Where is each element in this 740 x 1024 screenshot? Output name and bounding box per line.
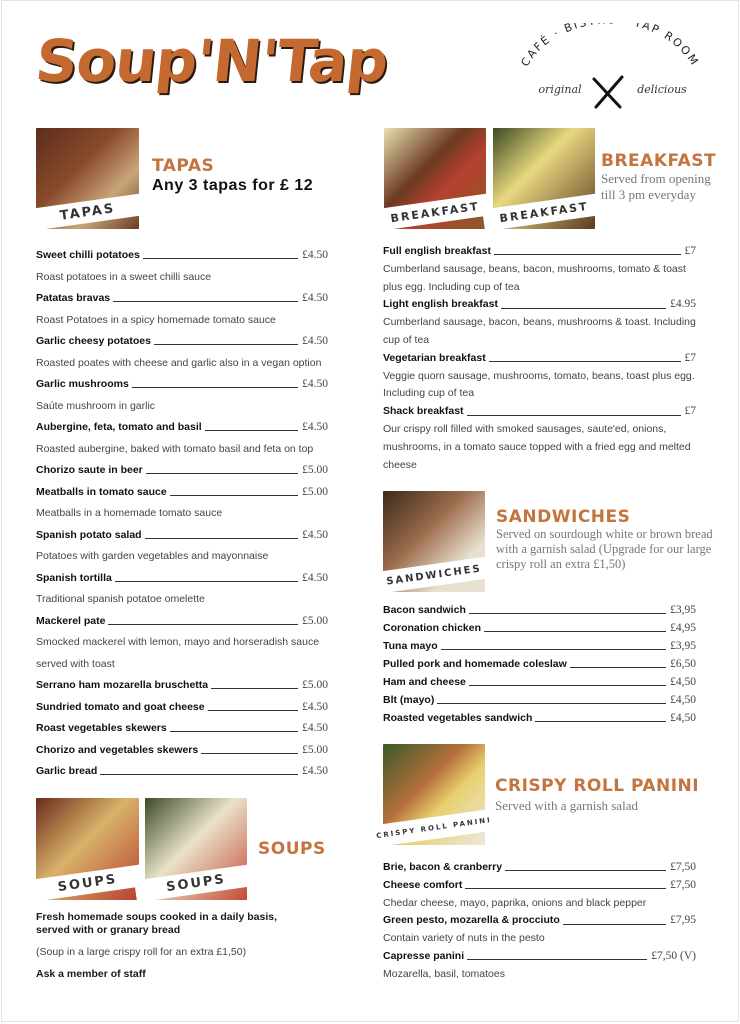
item-price: £7 — [684, 405, 696, 418]
item-name: Chorizo saute in beer — [36, 464, 143, 476]
item-name: Ham and cheese — [383, 676, 466, 688]
item-description: Saúte mushroom in garlic — [36, 399, 156, 412]
cutlery-icon — [594, 77, 622, 107]
item-price: £5.00 — [302, 614, 328, 627]
soup-image-1 — [36, 798, 139, 900]
item-name: Sundried tomato and goat cheese — [36, 700, 205, 713]
leader-line — [467, 959, 647, 960]
item-price: £3,95 — [670, 640, 696, 652]
item-name: Spanish potato salad — [36, 528, 142, 541]
breakfast-list — [383, 243, 696, 474]
leader-line — [437, 703, 666, 704]
breakfast-title: BREAKFAST — [601, 151, 717, 171]
leader-line — [467, 415, 681, 416]
menu-item — [36, 331, 328, 353]
item-name: Light english breakfast — [383, 298, 498, 311]
item-price: £5.00 — [302, 464, 328, 476]
svg-text:CAFÉ · BISTRO · TAP ROOM — [518, 23, 701, 69]
item-name: Sweet chilli potatoes — [36, 249, 140, 261]
item-price: £7 — [684, 245, 696, 257]
image-label: SOUPS — [25, 864, 150, 903]
item-price: £7,50 (V) — [651, 949, 696, 962]
item-description: Mozarella, basil, tomatoes — [383, 967, 505, 980]
item-name: Roast vegetables skewers — [36, 722, 167, 734]
menu-item — [383, 948, 696, 966]
menu-item — [36, 675, 328, 697]
item-name: Spanish tortilla — [36, 571, 112, 584]
breakfast-image-2 — [493, 128, 595, 229]
menu-item — [36, 761, 328, 783]
item-description: Roasted poates with cheese and garlic also in a vegan option — [36, 356, 322, 369]
cafe-badge — [502, 23, 712, 123]
panini-title: CRISPY ROLL PANINI — [495, 776, 700, 796]
item-price: £4,95 — [670, 622, 696, 634]
menu-item — [36, 568, 328, 590]
item-name: Brie, bacon & cranberry — [383, 861, 503, 873]
item-name: Roasted vegetables sandwich — [383, 712, 533, 724]
item-description: Roasted aubergine, baked with tomato basil and feta on top — [36, 442, 314, 455]
leader-line — [501, 308, 666, 309]
tapas-subtitle: Any 3 tapas for £ 12 — [152, 177, 314, 194]
soups-ask: Ask a member of staff — [36, 968, 146, 980]
leader-line — [143, 258, 298, 259]
item-price: £6,50 — [670, 658, 696, 670]
leader-line — [108, 624, 298, 625]
item-name: Tuna mayo — [383, 640, 438, 652]
item-description: Potatoes with garden vegetables and mayonnaise — [36, 550, 269, 562]
menu-item — [36, 417, 328, 439]
leader-line — [535, 721, 666, 722]
leader-line — [208, 710, 299, 711]
soups-title: SOUPS — [258, 839, 326, 859]
item-price: £3,95 — [670, 604, 696, 616]
item-price: £7,50 — [670, 878, 696, 891]
menu-item — [36, 525, 328, 547]
item-name: Vegetarian breakfast — [383, 351, 486, 364]
item-price: £7 — [684, 351, 696, 364]
leader-line — [563, 924, 666, 925]
item-description: Veggie quorn sausage, mushrooms, tomato, beans, toast plus egg. Including cup of tea — [383, 369, 695, 400]
item-description: Roast Potatoes in a spicy homemade tomato sauce — [36, 313, 276, 326]
item-price: £5.00 — [302, 743, 328, 756]
sandwiches-image — [383, 491, 485, 592]
soups-note: (Soup in a large crispy roll for an extra £1,50) — [36, 946, 247, 958]
leader-line — [100, 774, 298, 775]
leader-line — [484, 631, 666, 632]
item-price: £4,50 — [670, 676, 696, 688]
image-label: BREAKFAST — [373, 193, 497, 232]
panini-list — [383, 859, 696, 984]
menu-item — [36, 611, 328, 633]
menu-item — [383, 601, 696, 619]
item-name: Bacon sandwich — [383, 604, 466, 616]
item-description: Traditional spanish potatoe omelette — [36, 593, 205, 605]
item-name: Aubergine, feta, tomato and basil — [36, 421, 202, 433]
item-price: £4.50 — [302, 700, 328, 713]
menu-item — [36, 482, 328, 504]
menu-item — [36, 740, 328, 762]
menu-item — [383, 655, 696, 673]
tapas-image — [36, 128, 139, 229]
badge-left-text: original — [538, 83, 582, 96]
sandwiches-list — [383, 601, 696, 727]
leader-line — [505, 870, 666, 871]
item-description: Roast potatoes in a sweet chilli sauce — [36, 270, 212, 283]
menu-item — [383, 912, 696, 930]
leader-line — [115, 581, 298, 582]
leader-line — [132, 387, 298, 388]
item-description: Chedar cheese, mayo, paprika, onions and black pepper — [383, 896, 647, 909]
badge-arc-text: CAFÉ · BI TAP ROOM — [518, 23, 702, 69]
item-name: Garlic mushrooms — [36, 378, 129, 390]
image-label: BREAKFAST — [482, 193, 606, 232]
breakfast-image-1 — [384, 128, 486, 229]
item-price: £4.50 — [302, 292, 328, 304]
image-label: SOUPS — [134, 864, 258, 903]
leader-line — [469, 613, 666, 614]
breakfast-subtitle: Served from opening till 3 pm everyday — [601, 171, 711, 202]
item-name: Meatballs in tomato sauce — [36, 485, 167, 498]
menu-item — [36, 288, 328, 310]
item-price: £4.50 — [302, 722, 328, 734]
item-name: Coronation chicken — [383, 622, 482, 634]
soups-line2: served with or granary bread — [36, 924, 181, 936]
leader-line — [170, 731, 298, 732]
menu-item — [383, 243, 696, 261]
item-price: £4.95 — [670, 298, 696, 311]
leader-line — [113, 301, 298, 302]
item-name: Capresse panini — [383, 949, 465, 962]
image-label: CRISPY ROLL PANINI — [372, 809, 496, 848]
panini-image — [375, 744, 493, 845]
leader-line — [146, 473, 298, 474]
item-price: £4,50 — [670, 712, 696, 724]
image-label: SANDWICHES — [372, 556, 496, 595]
menu-item — [36, 460, 328, 482]
badge-right-text: delicious — [637, 83, 687, 96]
menu-item — [383, 673, 696, 691]
item-name: Cheese comfort — [383, 878, 463, 891]
item-price: £4.50 — [302, 765, 328, 777]
logo: Soup'N'Tap — [32, 27, 391, 95]
item-name: Serrano ham mozarella bruschetta — [36, 679, 209, 691]
leader-line — [145, 538, 299, 539]
item-price: £4.50 — [302, 335, 328, 347]
leader-line — [170, 495, 298, 496]
menu-item — [383, 709, 696, 727]
item-name: Full english breakfast — [383, 245, 491, 257]
tapas-title: TAPAS — [152, 156, 215, 176]
menu-item — [36, 697, 328, 719]
item-name: Green pesto, mozarella & procciuto — [383, 914, 560, 927]
item-price: £4.50 — [302, 528, 328, 541]
tapas-list — [36, 245, 328, 783]
soup-image-2 — [145, 798, 247, 900]
item-description: Smocked mackerel with lemon, mayo and horseradish sauce served with toast — [36, 636, 320, 670]
menu-item — [36, 374, 328, 396]
menu-item — [383, 691, 696, 709]
item-price: £4.50 — [302, 421, 328, 433]
leader-line — [441, 649, 666, 650]
item-name: Garlic bread — [36, 765, 98, 777]
item-price: £4.50 — [302, 571, 328, 584]
menu-item — [383, 403, 696, 421]
menu-item — [383, 296, 696, 314]
item-name: Garlic cheesy potatoes — [36, 335, 151, 347]
image-label: TAPAS — [25, 193, 150, 232]
leader-line — [201, 753, 298, 754]
menu-item — [383, 350, 696, 368]
item-price: £5.00 — [302, 679, 328, 691]
item-price: £7,50 — [670, 861, 696, 873]
item-description: Cumberland sausage, beans, bacon, mushrooms, tomato & toast plus egg. Including cup of tea — [383, 262, 686, 293]
item-name: Chorizo and vegetables skewers — [36, 743, 199, 756]
item-description: Meatballs in a homemade tomato sauce — [36, 507, 223, 519]
item-name: Blt (mayo) — [383, 694, 435, 706]
item-name: Shack breakfast — [383, 405, 464, 418]
sandwiches-title: SANDWICHES — [496, 507, 631, 527]
item-description: Contain variety of nuts in the pesto — [383, 932, 545, 945]
leader-line — [489, 361, 681, 362]
leader-line — [465, 888, 666, 889]
sandwiches-subtitle: Served on sourdough white or brown bread with a garnish salad (Upgrade for our large crispy roll an extra £1,50) — [496, 527, 713, 571]
leader-line — [211, 688, 298, 689]
item-price: £7,95 — [670, 914, 696, 927]
soups-line1: Fresh homemade soups cooked in a daily basis, — [36, 911, 277, 923]
panini-subtitle: Served with a garnish salad — [495, 798, 638, 813]
menu-item — [383, 637, 696, 655]
menu-item — [383, 859, 696, 877]
item-price: £4,50 — [670, 694, 696, 706]
menu-item — [383, 619, 696, 637]
leader-line — [205, 430, 298, 431]
menu-page — [1, 0, 739, 1022]
item-name: Pulled pork and homemade coleslaw — [383, 658, 567, 670]
menu-item — [36, 245, 328, 267]
leader-line — [469, 685, 666, 686]
leader-line — [570, 667, 666, 668]
item-price: £5.00 — [302, 485, 328, 498]
menu-item — [383, 877, 696, 895]
item-price: £4.50 — [302, 378, 328, 390]
item-price: £4.50 — [302, 249, 328, 261]
leader-line — [154, 344, 298, 345]
item-name: Mackerel pate — [36, 614, 106, 627]
menu-item — [36, 718, 328, 740]
item-name: Patatas bravas — [36, 292, 111, 304]
leader-line — [494, 254, 681, 255]
item-description: Cumberland sausage, bacon, beans, mushrooms & toast. Including cup of tea — [383, 316, 696, 346]
item-description: Our crispy roll filled with smoked sausages, saute'ed, onions, mushrooms, in a tomato sauce topped with a fried egg and melted cheese — [383, 422, 691, 471]
